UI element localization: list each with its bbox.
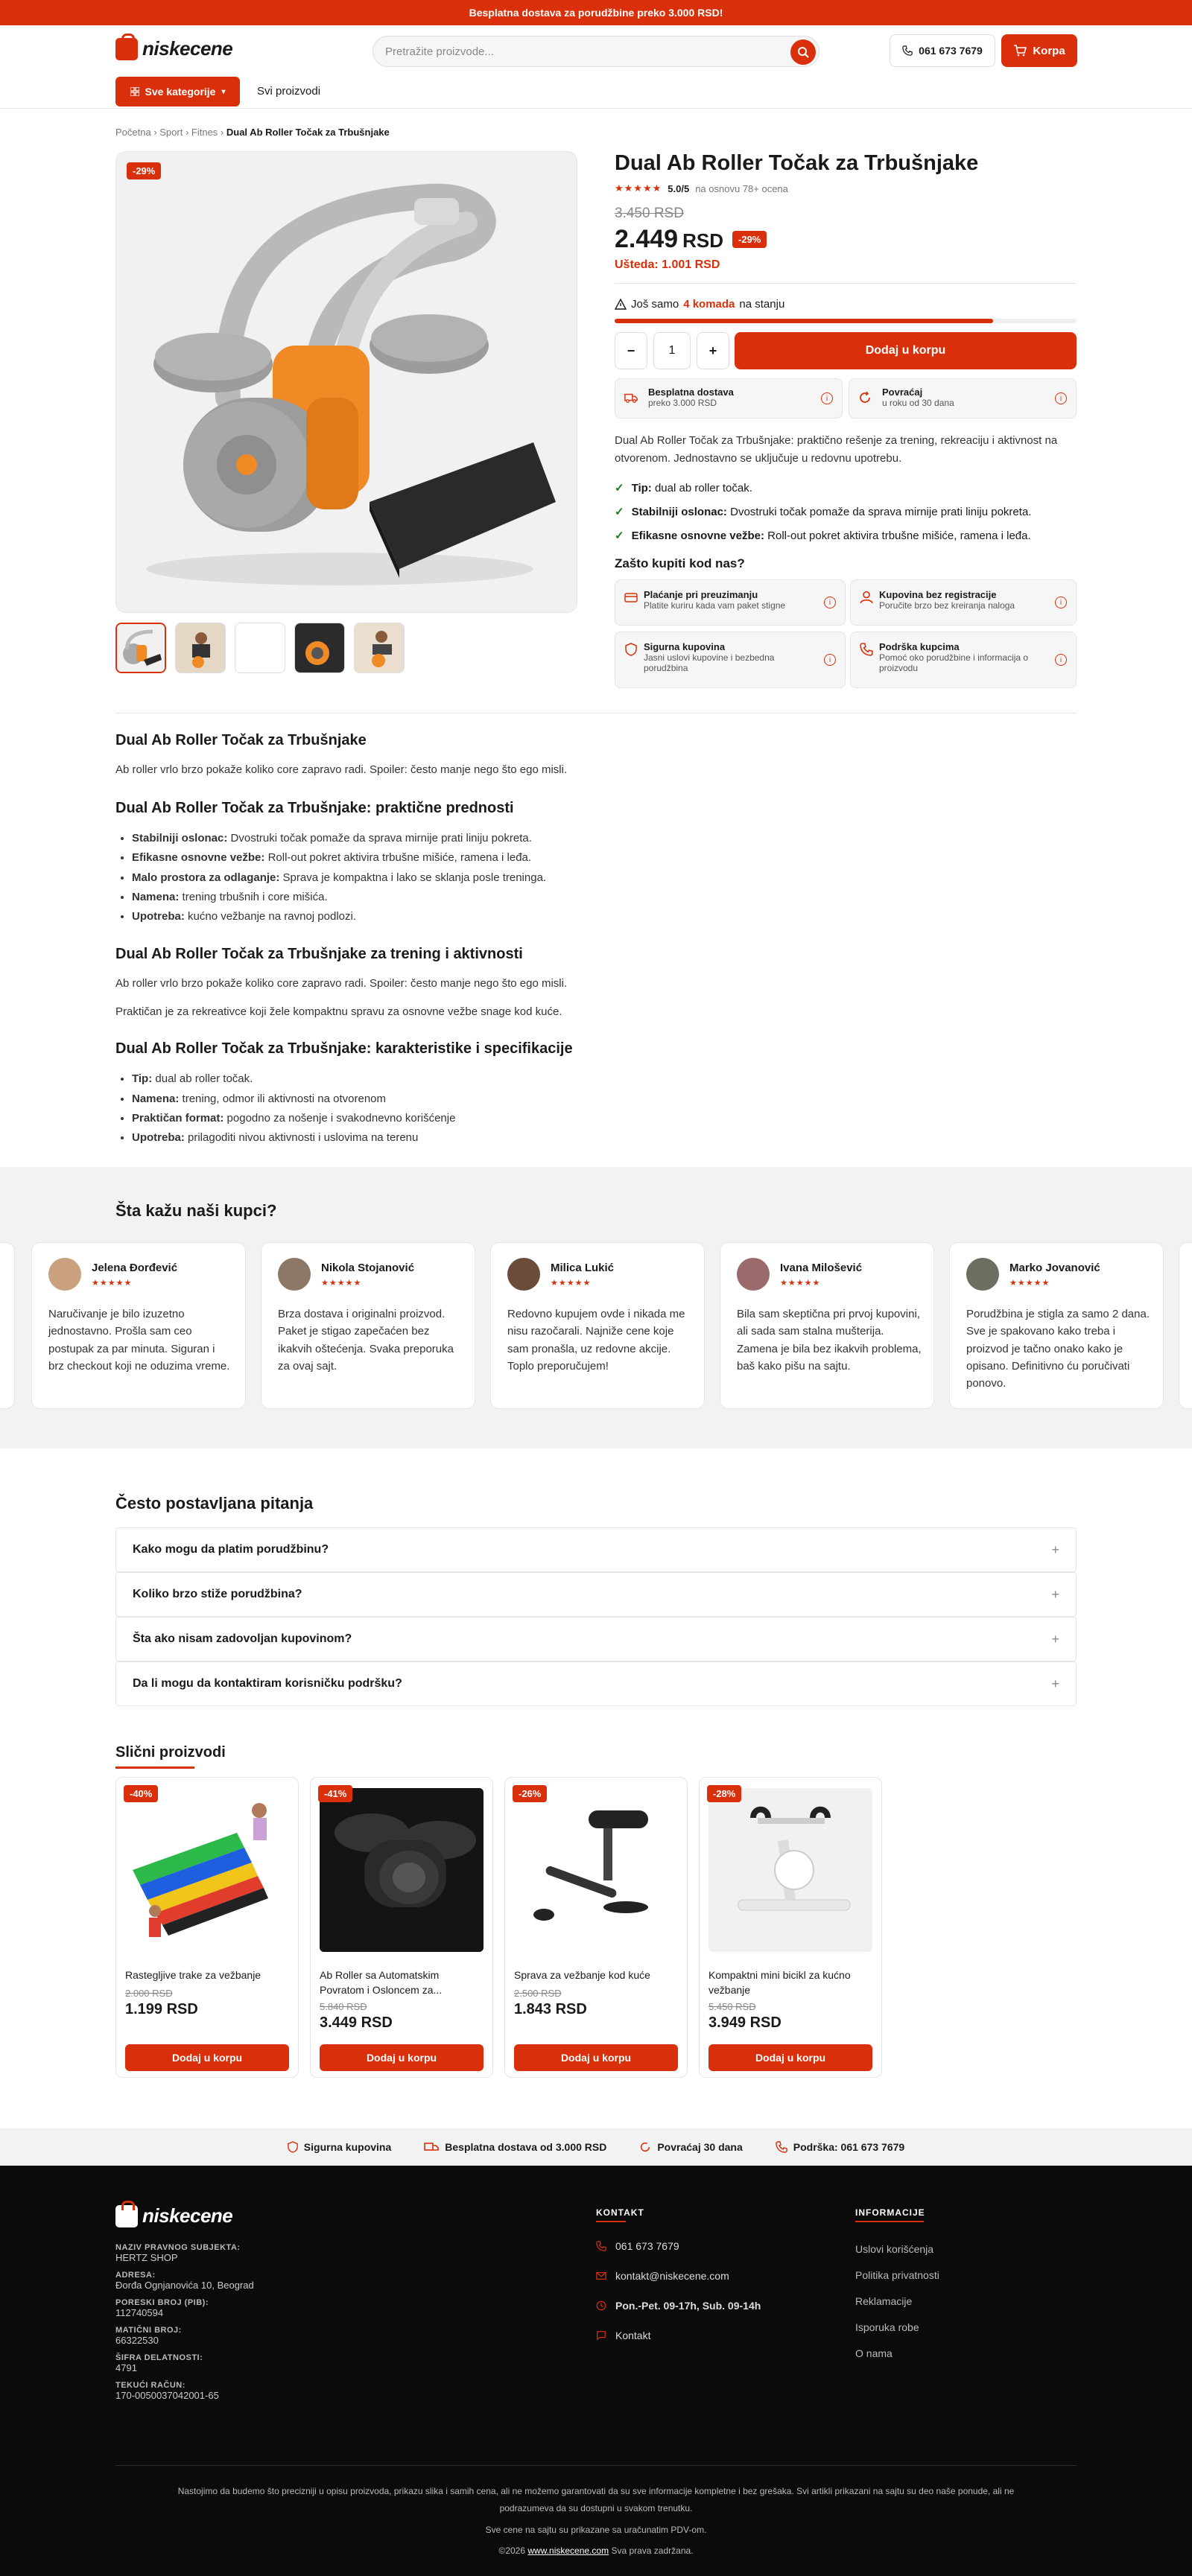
mb-label: MATIČNI BROJ:	[115, 2326, 182, 2335]
thumbnail-image	[355, 623, 405, 673]
price-discount-badge: -29%	[732, 231, 767, 248]
thumbnail-image	[176, 623, 226, 673]
disclaimer-line: Nastojimo da budemo što precizniji u opisu proizvoda, prikazu slika i samih cena, ali ne možemo garantovati da su sve informacije kompletne i bez grešaka. Svi artikli prikazani na sajtu su deo naše ponude, ali ne	[177, 2486, 1015, 2496]
card-name[interactable]: Ab Roller sa Automatskim Povratom i Osloncem za...	[320, 1969, 443, 1996]
list-key: Namena:	[132, 1092, 180, 1105]
why-item-title: Kupovina bez registracije	[879, 589, 997, 600]
company-info	[115, 2243, 413, 2408]
trust-label: Podrška: 061 673 7679	[793, 2141, 905, 2153]
review-text: Brza dostava i originalni proizvod. Paket je stigao zapečaćen bez ikakvih oštećenja. Svaka preporuka za ovaj sajt.	[278, 1308, 454, 1373]
plus-icon: +	[1051, 1676, 1059, 1691]
card-badge: -40%	[124, 1785, 158, 1802]
site-link[interactable]: www.niskecene.com	[527, 2545, 609, 2557]
qty-plus-button[interactable]: +	[697, 332, 729, 369]
review-stars: ★★★★★	[92, 1279, 133, 1288]
why-secure	[615, 632, 846, 688]
feature-key: Stabilniji oslonac:	[631, 506, 727, 518]
warning-icon	[615, 299, 627, 310]
card-badge: -28%	[707, 1785, 741, 1802]
stock-bar-fill	[615, 319, 993, 323]
feature-item	[615, 524, 1077, 548]
avatar	[966, 1258, 999, 1291]
trust-item	[288, 2141, 391, 2153]
old-price: 3.450 RSD	[615, 206, 684, 221]
thumbnail-3[interactable]	[235, 623, 285, 673]
info-icon[interactable]: i	[821, 392, 833, 404]
why-item-sub: Platite kuriru kada vam paket stigne	[644, 600, 786, 611]
card-price: 1.843 RSD	[514, 2001, 587, 2017]
phone-icon	[902, 45, 913, 56]
why-item-title: Plaćanje pri preuzimanju	[644, 589, 758, 600]
footer-link-about[interactable]: O nama	[855, 2347, 893, 2359]
card-image[interactable]	[708, 1788, 872, 1952]
divider	[615, 283, 1077, 284]
qty-input[interactable]: 1	[653, 332, 691, 369]
logo-text: niskecene	[142, 37, 233, 60]
desc-paragraph: Ab roller vrlo brzo pokaže koliko core zapravo radi. Spoiler: često manje nego što ego misli.	[115, 763, 568, 776]
all-products-link[interactable]: Svi proizvodi	[257, 85, 321, 98]
review-card	[490, 1242, 705, 1409]
phone-button[interactable]	[890, 34, 995, 67]
pib-value: 112740594	[115, 2307, 164, 2318]
list-key: Malo prostora za odlaganje:	[132, 871, 280, 884]
feature-value: dual ab roller točak.	[654, 482, 752, 494]
trust-label: Povraćaj 30 dana	[657, 2141, 743, 2153]
desc-heading: Dual Ab Roller Točak za Trbušnjake: karakteristike i specifikacije	[115, 1040, 573, 1058]
feature-value: Roll-out pokret aktivira trbušne mišiće, ramena i leđa.	[767, 529, 1031, 542]
price-currency: RSD	[682, 229, 723, 252]
phone-number: 061 673 7679	[919, 45, 983, 57]
review-stars: ★★★★★	[1009, 1279, 1050, 1288]
shipping-title: Besplatna dostava	[648, 387, 734, 398]
list-item	[132, 868, 1077, 888]
promo-text: Besplatna dostava za porudžbine preko 3.000 RSD!	[469, 7, 723, 19]
phone-icon	[860, 643, 873, 656]
why-title: Zašto kupiti kod nas?	[615, 556, 745, 570]
shopping-bag-icon	[115, 2205, 138, 2227]
plus-icon: +	[1051, 1631, 1059, 1647]
thumbnail-image	[117, 624, 165, 672]
feature-value: Dvostruki točak pomaže da sprava mirnije prati liniju pokreta.	[730, 506, 1032, 518]
breadcrumb-sport[interactable]: Sport	[159, 127, 183, 138]
reviews-title: Šta kažu naši kupci?	[115, 1201, 277, 1220]
similar-title: Slični proizvodi	[115, 1744, 226, 1761]
list-item	[132, 848, 1077, 868]
footer-phone-text: 061 673 7679	[615, 2240, 679, 2252]
refresh-icon	[639, 2141, 651, 2153]
why-no-registration	[850, 579, 1077, 626]
add-to-cart-button[interactable]: Dodaj u korpu	[708, 2044, 872, 2071]
search-button[interactable]	[790, 39, 816, 65]
search-input[interactable]	[372, 36, 820, 67]
thumbnail-5[interactable]	[354, 623, 405, 673]
why-item-title: Sigurna kupovina	[644, 641, 726, 652]
mail-icon	[596, 2271, 606, 2280]
price-row	[615, 225, 767, 254]
product-description	[115, 732, 1077, 1148]
why-support	[850, 632, 1077, 688]
desc-paragraph: Ab roller vrlo brzo pokaže koliko core zapravo radi. Spoiler: često manje nego što ego misli.	[115, 977, 568, 990]
feature-item	[615, 500, 1077, 524]
card-old-price: 5.840 RSD	[320, 2001, 367, 2012]
product-main-image[interactable]	[115, 151, 577, 613]
return-sub: u roku od 30 dana	[882, 398, 954, 408]
faq-item[interactable]	[115, 1661, 1077, 1706]
list-key: Namena:	[132, 890, 180, 903]
cart-icon	[1013, 45, 1027, 57]
card-image[interactable]	[320, 1788, 484, 1952]
address-label: ADRESA:	[115, 2271, 156, 2280]
review-card	[720, 1242, 934, 1409]
thumbnail-4[interactable]	[294, 623, 345, 673]
stock-post: na stanju	[739, 298, 785, 311]
reviewer-name: Ivana Milošević	[780, 1262, 863, 1274]
account-label: TEKUĆI RAČUN:	[115, 2381, 186, 2390]
breadcrumb: Početna › Sport › Fitnes › Dual Ab Roller Točak za Trbušnjake	[115, 127, 390, 138]
list-value: dual ab roller točak.	[155, 1072, 253, 1086]
rating-row	[615, 182, 788, 194]
review-stars: ★★★★★	[551, 1279, 592, 1288]
info-icon[interactable]: i	[824, 597, 836, 608]
avatar	[507, 1258, 540, 1291]
desc-list	[115, 829, 1077, 926]
list-value: Sprava je kompaktna i lako se sklanja posle treninga.	[282, 871, 547, 884]
list-value: Dvostruki točak pomaže da sprava mirnije prati liniju pokreta.	[230, 832, 532, 845]
product-card[interactable]	[310, 1777, 493, 2078]
qty-minus-button[interactable]: −	[615, 332, 647, 369]
list-key: Efikasne osnovne vežbe:	[132, 851, 265, 865]
copyright	[115, 2542, 1077, 2560]
add-to-cart-button[interactable]: Dodaj u korpu	[735, 332, 1077, 369]
card-price: 1.199 RSD	[125, 2001, 198, 2017]
why-item-sub: Poručite brzo bez kreiranja naloga	[879, 600, 1015, 611]
avatar	[278, 1258, 311, 1291]
sd-value: 4791	[115, 2362, 137, 2373]
faq-question: Da li mogu da kontaktiram korisničku podršku?	[133, 1677, 402, 1690]
thumbnail-2[interactable]	[175, 623, 226, 673]
faq-title: Često postavljana pitanja	[115, 1494, 314, 1513]
rating-note: na osnovu 78+ ocena	[695, 182, 788, 194]
info-icon[interactable]: i	[824, 654, 836, 666]
heading-underline	[855, 2221, 924, 2222]
shield-icon	[624, 643, 638, 656]
footer-hours	[596, 2300, 761, 2312]
list-value: kućno vežbanje na ravnoj podlozi.	[188, 910, 356, 923]
review-text: Bila sam skeptična pri prvoj kupovini, ali sada sam stalna mušterija. Zamena je bila bez ikakvih problema, baš kako pišu na sajtu.	[737, 1308, 922, 1373]
check-icon: ✓	[615, 529, 624, 542]
trust-label: Sigurna kupovina	[303, 2141, 392, 2153]
list-value: prilagoditi nivou aktivnosti i uslovima na terenu	[188, 1131, 419, 1144]
ab-roller-black-image	[320, 1788, 484, 1952]
why-item-sub: Pomoć oko porudžbine i informacija o proizvodu	[879, 652, 1029, 673]
desc-list	[115, 1069, 1077, 1148]
avatar	[48, 1258, 81, 1291]
chat-icon	[596, 2330, 606, 2341]
card-badge: -26%	[513, 1785, 547, 1802]
list-value: trening trbušnih i core mišića.	[182, 890, 328, 903]
info-heading: INFORMACIJE	[855, 2207, 925, 2218]
categories-button[interactable]	[115, 77, 240, 106]
thumbnail-image	[295, 623, 345, 673]
review-text: Porudžbina je stigla za samo 2 dana. Sve je spakovano kako treba i proizvod je tačno onako kako je opisano. Definitivno ću poručivati ponovo.	[966, 1308, 1150, 1390]
review-card	[949, 1242, 1164, 1409]
review-card-partial	[0, 1242, 15, 1409]
card-name[interactable]: Kompaktni mini bicikl za kućno vežbanje	[708, 1969, 851, 1996]
returns-box	[849, 378, 1077, 419]
copyright-year: ©2026	[498, 2545, 526, 2557]
list-item	[132, 1069, 1077, 1089]
review-stars: ★★★★★	[780, 1279, 821, 1288]
account-value: 170-0050037042001-65	[115, 2390, 219, 2401]
cart-button[interactable]	[1001, 34, 1077, 67]
ab-roller-image	[116, 152, 577, 613]
card-old-price: 2.500 RSD	[514, 1988, 562, 1999]
clock-icon	[596, 2300, 606, 2311]
cart-label: Korpa	[1033, 44, 1065, 57]
card-old-price: 5.450 RSD	[708, 2001, 756, 2012]
chevron-down-icon: ▾	[221, 87, 226, 96]
footer-link-complaints[interactable]: Reklamacije	[855, 2295, 913, 2307]
stock-count: 4 komada	[683, 298, 735, 311]
user-icon	[860, 591, 873, 604]
vat-note: Sve cene na sajtu su prikazane sa uračunatim PDV-om.	[485, 2524, 707, 2535]
breadcrumb-fitnes[interactable]: Fitnes	[191, 127, 218, 138]
footer-link-delivery[interactable]: Isporuka robe	[855, 2321, 919, 2333]
footer-disclaimer	[115, 2483, 1077, 2560]
add-to-cart-button[interactable]: Dodaj u korpu	[320, 2044, 484, 2071]
list-item	[132, 829, 1077, 848]
faq-item[interactable]	[115, 1572, 1077, 1617]
footer-email[interactable]	[596, 2270, 729, 2282]
info-icon[interactable]: i	[1055, 392, 1067, 404]
list-item	[132, 888, 1077, 907]
card-image[interactable]	[125, 1788, 289, 1952]
trust-item	[639, 2141, 742, 2153]
list-key: Upotreba:	[132, 1131, 185, 1144]
footer-contact-text: Kontakt	[615, 2329, 651, 2341]
grid-icon	[130, 87, 139, 96]
thumbnail-1[interactable]	[115, 623, 166, 673]
discount-badge: -29%	[127, 162, 161, 179]
info-icon[interactable]: i	[1055, 597, 1067, 608]
desc-heading: Dual Ab Roller Točak za Trbušnjake	[115, 732, 367, 748]
list-item	[132, 907, 1077, 926]
return-title: Povraćaj	[882, 387, 923, 398]
feature-item	[615, 477, 1077, 500]
savings-text: Ušteda: 1.001 RSD	[615, 258, 720, 271]
review-card-partial	[1179, 1242, 1192, 1409]
faq-question: Koliko brzo stiže porudžbina?	[133, 1588, 302, 1600]
card-icon	[624, 591, 638, 604]
add-to-cart-button[interactable]: Dodaj u korpu	[125, 2044, 289, 2071]
search-icon	[797, 46, 809, 58]
product-intro: Dual Ab Roller Točak za Trbušnjake: praktično rešenje za trening, rekreaciju i aktivnost na otvorenom. Jednostavno se uključuje u redovnu upotrebu.	[615, 434, 1058, 465]
list-item	[132, 1128, 1077, 1148]
contact-heading: KONTAKT	[596, 2207, 644, 2218]
review-stars: ★★★★★	[321, 1279, 362, 1288]
address-value: Đorđa Ognjanovića 10, Beograd	[115, 2280, 254, 2291]
review-card	[261, 1242, 475, 1409]
stock-row	[615, 298, 784, 311]
review-text: Naručivanje je bilo izuzetno jednostavno. Prošla sam ceo postupak za par minuta. Siguran i brz checkout koji ne oduzima vreme.	[48, 1308, 230, 1373]
card-name[interactable]: Rastegljive trake za vežbanje	[125, 1969, 261, 1981]
list-item	[132, 1109, 1077, 1128]
free-shipping-box	[615, 378, 843, 419]
promo-banner	[0, 0, 1192, 25]
reviewer-name: Milica Lukić	[551, 1262, 615, 1274]
footer-contact-link[interactable]	[596, 2329, 650, 2341]
phone-icon	[596, 2241, 606, 2251]
current-price: 2.449	[615, 225, 679, 253]
card-badge: -41%	[318, 1785, 352, 1802]
plus-icon: +	[1051, 1542, 1059, 1557]
product-title: Dual Ab Roller Točak za Trbušnjake	[615, 151, 979, 175]
faq-item[interactable]	[115, 1617, 1077, 1661]
feature-key: Efikasne osnovne vežbe:	[631, 529, 764, 542]
list-key: Upotreba:	[132, 910, 185, 923]
mini-bike-image	[708, 1788, 872, 1952]
why-cod	[615, 579, 846, 626]
add-to-cart-button[interactable]: Dodaj u korpu	[514, 2044, 678, 2071]
truck-icon	[624, 391, 638, 404]
footer-link-privacy[interactable]: Politika privatnosti	[855, 2269, 939, 2281]
disclaimer-line: podrazumeva da su dostupni u svakom trenutku.	[499, 2502, 693, 2513]
footer-link-terms[interactable]: Uslovi korišćenja	[855, 2243, 934, 2255]
reviewer-name: Nikola Stojanović	[321, 1262, 415, 1274]
desc-heading: Dual Ab Roller Točak za Trbušnjake za trening i aktivnosti	[115, 946, 523, 963]
legal-label: NAZIV PRAVNOG SUBJEKTA:	[115, 2243, 241, 2252]
footer-phone[interactable]	[596, 2240, 679, 2252]
list-value: Roll-out pokret aktivira trbušne mišiće, ramena i leđa.	[267, 851, 532, 865]
feature-key: Tip:	[631, 482, 652, 494]
reviewer-name: Jelena Đorđević	[92, 1262, 178, 1274]
phone-icon	[776, 2141, 787, 2153]
truck-icon	[424, 2141, 439, 2153]
card-name[interactable]: Sprava za vežbanje kod kuće	[514, 1969, 650, 1981]
breadcrumb-home[interactable]: Početna	[115, 127, 151, 138]
faq-question: Kako mogu da platim porudžbinu?	[133, 1543, 329, 1556]
logo-text: niskecene	[142, 2204, 233, 2227]
faq-question: Šta ako nisam zadovoljan kupovinom?	[133, 1632, 352, 1645]
feature-list	[615, 477, 1077, 548]
sd-label: ŠIFRA DELATNOSTI:	[115, 2353, 203, 2362]
product-card[interactable]	[699, 1777, 882, 2078]
stock-pre: Još samo	[631, 298, 679, 311]
bands-image	[125, 1788, 289, 1952]
rating-value: 5.0/5	[668, 182, 690, 194]
breadcrumb-current: Dual Ab Roller Točak za Trbušnjake	[226, 127, 390, 138]
card-price: 3.949 RSD	[708, 2014, 782, 2031]
reviewer-name: Marko Jovanović	[1009, 1262, 1100, 1274]
categories-label: Sve kategorije	[145, 86, 216, 98]
shield-icon	[288, 2141, 298, 2153]
footer-hours-text: Pon.-Pet. 09-17h, Sub. 09-14h	[615, 2300, 761, 2312]
why-item-sub: Jasni uslovi kupovine i bezbedna porudžbina	[644, 652, 775, 673]
list-key: Stabilniji oslonac:	[132, 832, 228, 845]
stock-bar	[615, 319, 1077, 323]
trust-strip	[0, 2128, 1192, 2166]
search-placeholder: Pretražite proizvode...	[385, 45, 494, 58]
trust-label: Besplatna dostava od 3.000 RSD	[445, 2141, 607, 2153]
list-value: pogodno za nošenje i svakodnevno korišćenje	[226, 1111, 456, 1125]
list-item	[132, 1090, 1077, 1109]
trust-item	[424, 2141, 606, 2153]
shopping-bag-icon	[115, 38, 138, 60]
desc-heading: Dual Ab Roller Točak za Trbušnjake: praktične prednosti	[115, 800, 514, 816]
refresh-icon	[858, 391, 872, 404]
heading-underline	[596, 2221, 626, 2222]
avatar	[737, 1258, 770, 1291]
mb-value: 66322530	[115, 2335, 159, 2346]
card-price: 3.449 RSD	[320, 2014, 393, 2031]
faq-item[interactable]	[115, 1527, 1077, 1572]
info-icon[interactable]: i	[1055, 654, 1067, 666]
shipping-sub: preko 3.000 RSD	[648, 398, 717, 408]
why-item-title: Podrška kupcima	[879, 641, 960, 652]
desc-paragraph: Praktičan je za rekreativce koji žele kompaktnu spravu za osnovne vežbe snage kod kuće.	[115, 1005, 562, 1019]
product-card[interactable]	[115, 1777, 299, 2078]
card-old-price: 2.000 RSD	[125, 1988, 173, 1999]
check-icon: ✓	[615, 482, 624, 494]
footer-email-text: kontakt@niskecene.com	[615, 2270, 729, 2282]
list-key: Tip:	[132, 1072, 153, 1086]
trust-item	[776, 2141, 904, 2153]
copyright-text: Sva prava zadržana.	[611, 2545, 694, 2557]
plus-icon: +	[1051, 1586, 1059, 1602]
rating-stars: ★★★★★	[615, 182, 662, 194]
site-logo[interactable]	[115, 37, 232, 60]
list-value: trening, odmor ili aktivnosti na otvorenom	[182, 1092, 386, 1105]
product-card[interactable]	[504, 1777, 688, 2078]
footer-divider	[115, 2465, 1077, 2466]
list-key: Praktičan format:	[132, 1111, 224, 1125]
review-text: Redovno kupujem ovde i nikada me nisu razočarali. Najniže cene koje sam pronašla, uz redovne akcije. Toplo preporučujem!	[507, 1308, 685, 1373]
pib-label: PORESKI BROJ (PIB):	[115, 2298, 209, 2307]
situp-bar-image	[514, 1788, 678, 1952]
review-card	[31, 1242, 246, 1409]
title-underline	[115, 1766, 194, 1769]
legal-value: HERTZ SHOP	[115, 2252, 178, 2263]
footer-logo[interactable]	[115, 2204, 232, 2227]
card-image[interactable]	[514, 1788, 678, 1952]
check-icon: ✓	[615, 506, 624, 518]
